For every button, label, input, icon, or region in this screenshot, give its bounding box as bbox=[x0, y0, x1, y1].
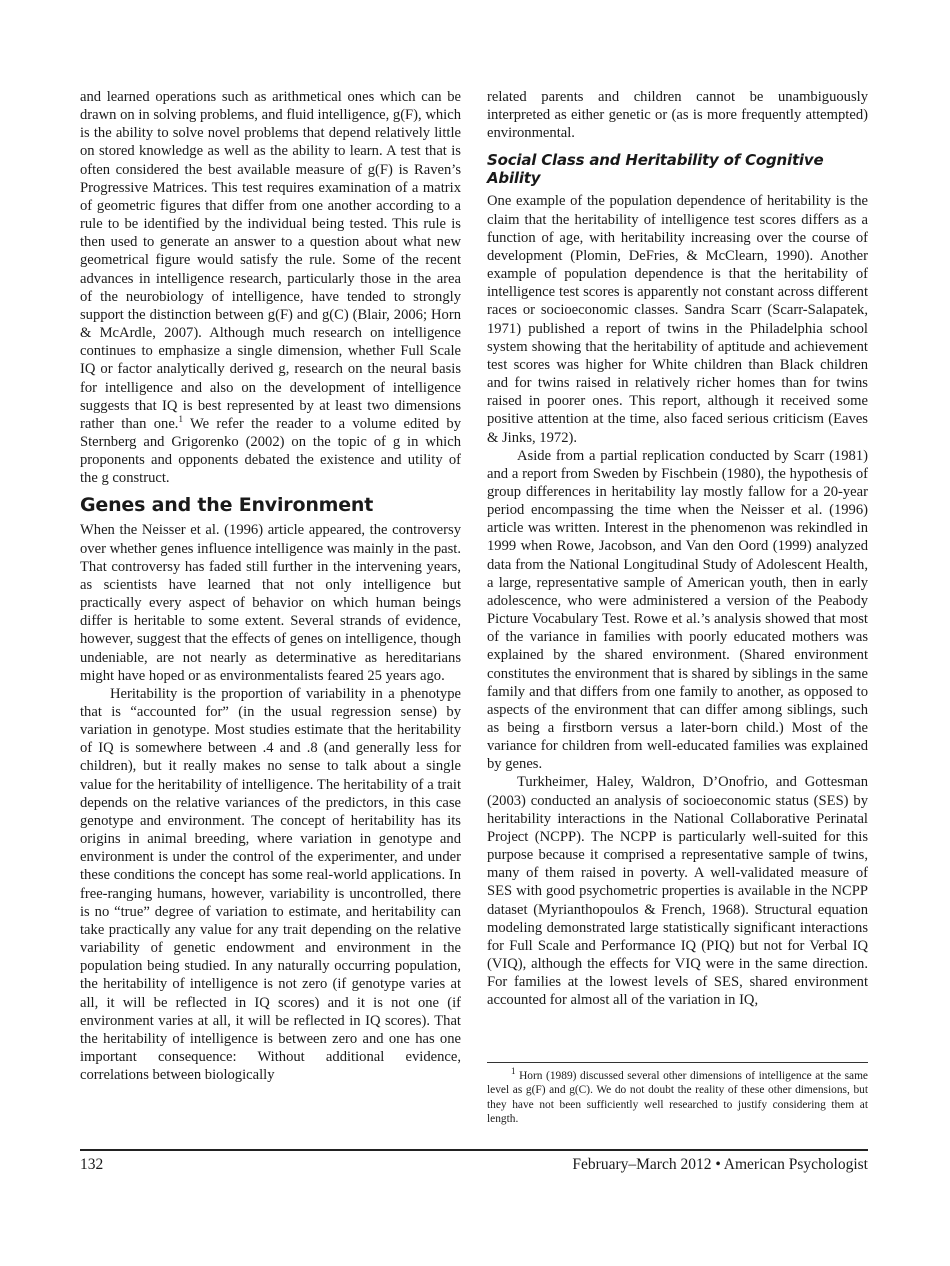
paragraph-social-3: Turkheimer, Haley, Waldron, D’Onofrio, and Gottesman (2003) conducted an analysis of socioeconomic status (SES) by heritability interactions in the National Collaborative Perinatal Project (NCPP). The NCPP is particularly well-suited for this purpose because it comprised a representative sample of twins, many of them raised in poverty. A well-validated measure of SES with good psychometric properties is available in the NCPP dataset (Myrianthopoulos & French, 1968). Structural equation modeling demonstrated large statistically significant interactions for Full Scale and Performance IQ (PIQ) but not for Verbal IQ (VIQ), although the effects for VIQ were in the same direction. For families at the lowest levels of SES, shared environment accounted for almost all of the variation in IQ, bbox=[487, 774, 868, 1009]
footnote-reference[interactable]: 1 bbox=[178, 413, 183, 424]
paragraph-social-1: One example of the population dependence of heritability is the claim that the heritability of intelligence test scores differs as a function of age, with heritability increasing over the course of development (Plomin, DeFries, & McClearn, 1990). Another example of population dependence is that the heritability of intelligence test scores is apparently not constant across different races or socioeconomic classes. Sandra Scarr (Scarr-Salapatek, 1971) published a report of twins in the Philadelphia school system showing that the heritability of aptitude and achievement test scores was higher for White children than Black children and for twins raised in relatively richer homes than for twins raised in poorer ones. This report, although it received some positive attention at the time, also faced serious criticism (Eaves & Jinks, 1972). bbox=[487, 193, 868, 446]
section-heading-genes: Genes and the Environment bbox=[80, 494, 374, 517]
paragraph-social-2: Aside from a partial replication conducted by Scarr (1981) and a report from Sweden by Fischbein (1980), the hypothesis of group differences in heritability lay mostly fallow for a 20-year period encompassing the time when the Neisser et al. (1996) article was written. Interest in the phenomenon was rekindled in 1999 when Rowe, Jacobson, and Van den Oord (1999) analyzed data from the National Longitudinal Study of Adolescent Health, a large, representative sample of American youth, then in early adolescence, who were administered a version of the Peabody Picture Vocabulary Test. Rowe et al.’s analysis showed that most of the variance in families with poorly educated mothers was explained by the shared environment. (Shared environment constitutes the environment that is shared by siblings in the same family and that differs from one family to another, as opposed to aspects of the environment that can differ among siblings, such as being a firstborn versus a later-born child.) Most of the variance for children from well-educated families was explained by genes. bbox=[487, 447, 868, 773]
section-heading-social-class: Social Class and Heritability of Cognitive Ability bbox=[487, 151, 824, 188]
footnote-text bbox=[487, 1066, 868, 1126]
paragraph-continuation: related parents and children cannot be unambiguously interpreted as either genetic or (as is more frequently attempted) environmental. bbox=[487, 89, 868, 142]
journal-citation: February–March 2012 • American Psychologist bbox=[572, 1156, 868, 1173]
paragraph-heritability: Heritability is the proportion of variability in a phenotype that is “accounted for” (in the usual regression sense) by variation in genotype. Most studies estimate that the heritability of IQ is somewhere between .4 and .8 (and generally less for children), but it really makes no sense to talk about a single value for the heritability of intelligence. The heritability of a trait depends on the relative variances of the predictors, in this case genotype and environment. The concept of heritability has its origins in animal breeding, where variation in genotype and environment is under the control of the experimenter, and under these conditions the concept has some real-world applications. In free-ranging humans, however, variability is uncontrolled, there is no “true” degree of variation to estimate, and heritability can take practically any value for any trait depending on the relative variability of genetic endowment and environment in the population being studied. In any naturally occurring population, the heritability of intelligence is not zero (if genotype varies at all, it will be reflected in IQ scores) and it is not one (if environment varies at all, it will be reflected in IQ scores). That the heritability of intelligence is between zero and one has one important consequence: Without additional evidence, correlations between biologically bbox=[80, 685, 461, 1084]
footnote bbox=[487, 1066, 868, 1126]
paragraph-text: We refer the reader to a volume edited by Sternberg and Grigorenko (2002) on the topic of g in which proponents and opponents debated the existence and utility of the g construct. bbox=[80, 415, 462, 487]
right-column bbox=[487, 88, 868, 1010]
paragraph-genes-1: When the Neisser et al. (1996) article appeared, the controversy over whether genes influence intelligence was mainly in the past. That controversy has faded still further in the intervening years, as scientists have learned that not only intelligence but practically every aspect of behavior on which human beings differ is heritable to some extent. Several strands of evidence, however, suggest that the effects of genes on intelligence, though undeniable, are not nearly as determinative as hereditarians might have hoped or as environmentalists feared 25 years ago. bbox=[80, 522, 461, 684]
page-number: 132 bbox=[80, 1156, 104, 1173]
paragraph-text: and learned operations such as arithmetical ones which can be drawn on in solving problems, and fluid intelligence, g(F), which is the ability to solve novel problems that depend relatively little on stored knowledge as well as the ability to learn. A test that is often considered the best available measure of g(F) is Raven’s Progressive Matrices. This test requires examination of a matrix of geometric figures that differ from one another according to a rule to be identified by the individual being tested. This rule is then used to generate an answer to a question about what new geometrical figure would satisfy the rule. Some of the recent advances in intelligence research, particularly those in the area of the neurobiology of intelligence, have tended to strongly support the distinction between g(F) and g(C) (Blair, 2006; Horn & McArdle, 2007). Although much research on intelligence continues to emphasize a single dimension, whether Full Scale IQ or factor analytically derived g, research on the neural basis for intelligence and also on the development of intelligence suggests that IQ is best represented by at least two dimensions rather than one. bbox=[80, 89, 461, 432]
footnote-marker: 1 bbox=[511, 1066, 516, 1077]
paragraph-intelligence bbox=[80, 88, 461, 487]
footnote-body: Horn (1989) discussed several other dimensions of intelligence at the same level as g(F) and g(C). We do not doubt the reality of these other dimensions, but they have not been sufficiently well researched to justify considering them at length. bbox=[487, 1070, 868, 1125]
page-footer-rule bbox=[80, 1149, 868, 1151]
footnote-divider bbox=[487, 1062, 868, 1063]
left-column bbox=[80, 88, 461, 1084]
